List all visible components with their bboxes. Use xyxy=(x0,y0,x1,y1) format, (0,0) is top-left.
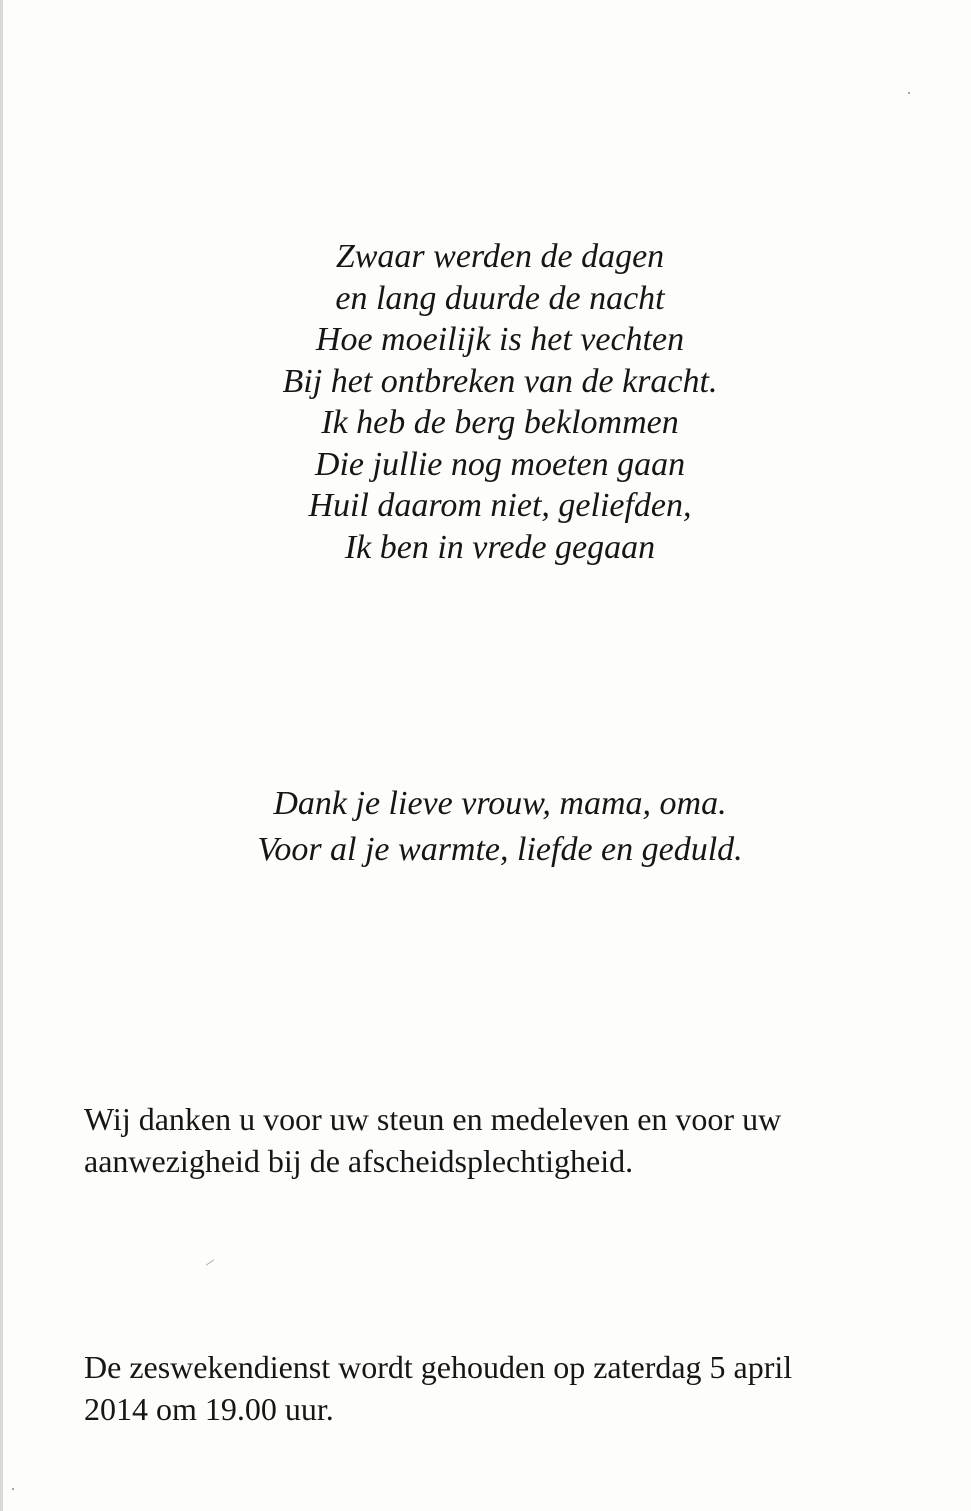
poem-line: Ik heb de berg beklommen xyxy=(321,404,679,441)
poem-line: Bij het ontbreken van de kracht. xyxy=(282,362,718,400)
scan-speck xyxy=(12,1488,14,1490)
poem xyxy=(0,236,971,568)
poem-line: en lang duurde de nacht xyxy=(335,279,665,317)
scan-speck xyxy=(206,1259,215,1266)
thanks-note xyxy=(84,1098,904,1182)
thanks-verse-line: Voor al je warmte, liefde en geduld. xyxy=(257,831,743,868)
card-edge xyxy=(0,0,3,1511)
service-note-line: De zeswekendienst wordt gehouden op zaterdag 5 april xyxy=(84,1349,793,1385)
poem-line: Hoe moeilijk is het vechten xyxy=(315,321,685,358)
scan-speck xyxy=(908,92,910,94)
poem-line: Huil daarom niet, geliefden, xyxy=(308,487,692,524)
thanks-verse xyxy=(0,781,971,873)
thanks-note-line: aanwezigheid bij de afscheidsplechtigheid. xyxy=(84,1143,634,1179)
service-note xyxy=(84,1346,904,1430)
poem-line: Ik ben in vrede gegaan xyxy=(344,528,656,566)
thanks-verse-line: Dank je lieve vrouw, mama, oma. xyxy=(273,785,727,822)
service-note-line: 2014 om 19.00 uur. xyxy=(84,1391,334,1427)
poem-line: Zwaar werden de dagen xyxy=(335,238,665,275)
poem-line: Die jullie nog moeten gaan xyxy=(314,445,686,483)
thanks-note-line: Wij danken u voor uw steun en medeleven en voor uw xyxy=(84,1101,782,1137)
